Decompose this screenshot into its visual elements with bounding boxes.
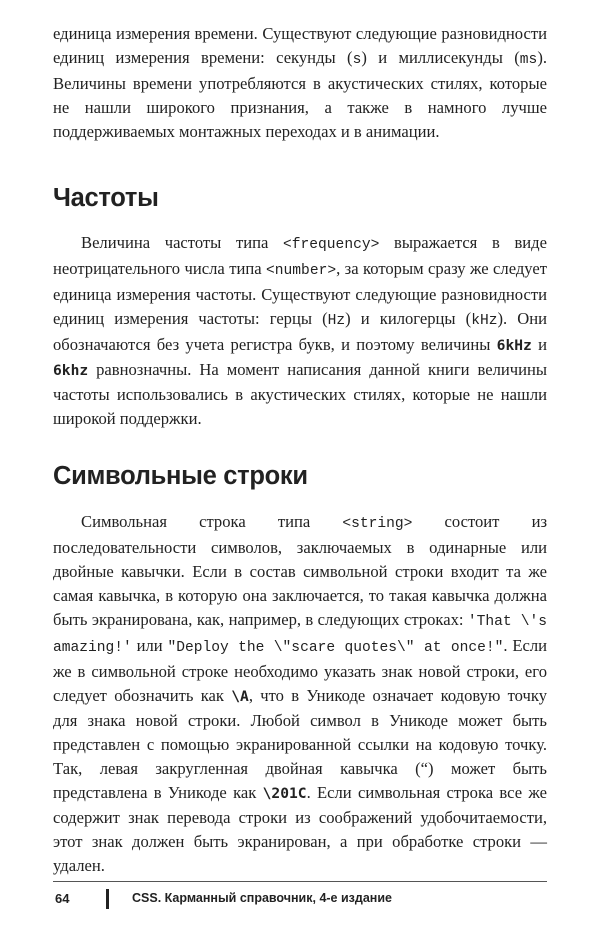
- code-seconds-unit: s: [352, 52, 362, 68]
- code-milliseconds-unit: ms: [519, 52, 538, 68]
- text-run: ). Они обозначаются без учета регистра букв, и поэтому величины: [53, 309, 547, 354]
- text-run: ). Величины времени употребляются в акустических стилях, которые не нашли широкого признания, а также в намного лучше поддерживаемых монтажных переходах и в анимации.: [53, 48, 547, 141]
- text-run: . Если символьная строка все же содержит знак перевода строки из соображений удобочитаемости, этот знак должен быть экранирован, а при обработке строки — удален.: [53, 783, 547, 875]
- code-201c-escape: \201C: [262, 785, 307, 802]
- code-hz-unit: Hz: [327, 313, 346, 329]
- code-6khz-upper: 6kHz: [496, 337, 532, 354]
- code-number-type: <number>: [266, 263, 337, 279]
- text-run: состоит из последовательности символов, заключаемых в одинарные или двойные кавычки. Если в состав символьной строки входит та же самая кавычка, в которую она заключается, то такая кавычка должна быть экранирована, как, например, в следующих строках:: [53, 512, 548, 629]
- page-footer: [53, 889, 547, 911]
- text-run: . Если же в символьной строке необходимо указать знак новой строки, его следует обозначить как: [53, 636, 547, 705]
- text-run: или: [131, 636, 168, 655]
- string-paragraph: [53, 510, 547, 878]
- frequency-heading: Частоты: [53, 184, 159, 212]
- text-run: ) и миллисекунды (: [361, 48, 520, 67]
- frequency-paragraph: [53, 231, 547, 431]
- text-run: , за которым сразу же следует единица измерения частоты. Существуют следующие разновидности единиц измерения частоты: герцы (: [53, 259, 547, 328]
- text-run: выражается в виде неотрицательного числа типа: [53, 233, 547, 278]
- intro-block: [53, 22, 547, 144]
- text-run: равнозначны. На момент написания данной книги величины частоты использовались в акустических стилях, которые не нашли широкой поддержки.: [53, 360, 547, 428]
- code-frequency-type: <frequency>: [283, 237, 380, 253]
- book-title: CSS. Карманный справочник, 4-е издание: [132, 891, 392, 905]
- frequency-block: [53, 231, 547, 431]
- code-6khz-lower: 6khz: [53, 362, 89, 379]
- text-run: Величина частоты типа: [81, 233, 284, 252]
- footer-divider: [53, 881, 547, 882]
- text-run: единица измерения времени. Существуют следующие разновидности единиц измерения времени: секунды (: [53, 24, 547, 67]
- code-example-double-quotes: "Deploy the \"scare quotes\" at once!": [167, 640, 504, 656]
- page-number: 64: [55, 891, 70, 906]
- text-run: ) и килогерцы (: [345, 309, 472, 328]
- code-newline-escape: \A: [231, 688, 249, 705]
- intro-paragraph: [53, 22, 547, 144]
- code-string-type: <string>: [342, 516, 413, 532]
- text-run: , что в Уникоде означает кодовую точку для знака новой строки. Любой символ в Уникоде может быть представлен с помощью экранированной ссылки на кодовую точку. Так, левая закругленная двойная кавычка (“) может быть представлена в Уникоде как: [53, 686, 547, 802]
- code-khz-unit: kHz: [471, 313, 498, 329]
- code-example-single-quotes: 'That \'s amazing!': [53, 614, 547, 656]
- string-heading: Символьные строки: [53, 462, 308, 490]
- text-run: и: [531, 335, 547, 354]
- string-block: [53, 510, 547, 878]
- footer-separator-bar: [106, 889, 109, 909]
- text-run: Символьная строка типа: [81, 512, 343, 531]
